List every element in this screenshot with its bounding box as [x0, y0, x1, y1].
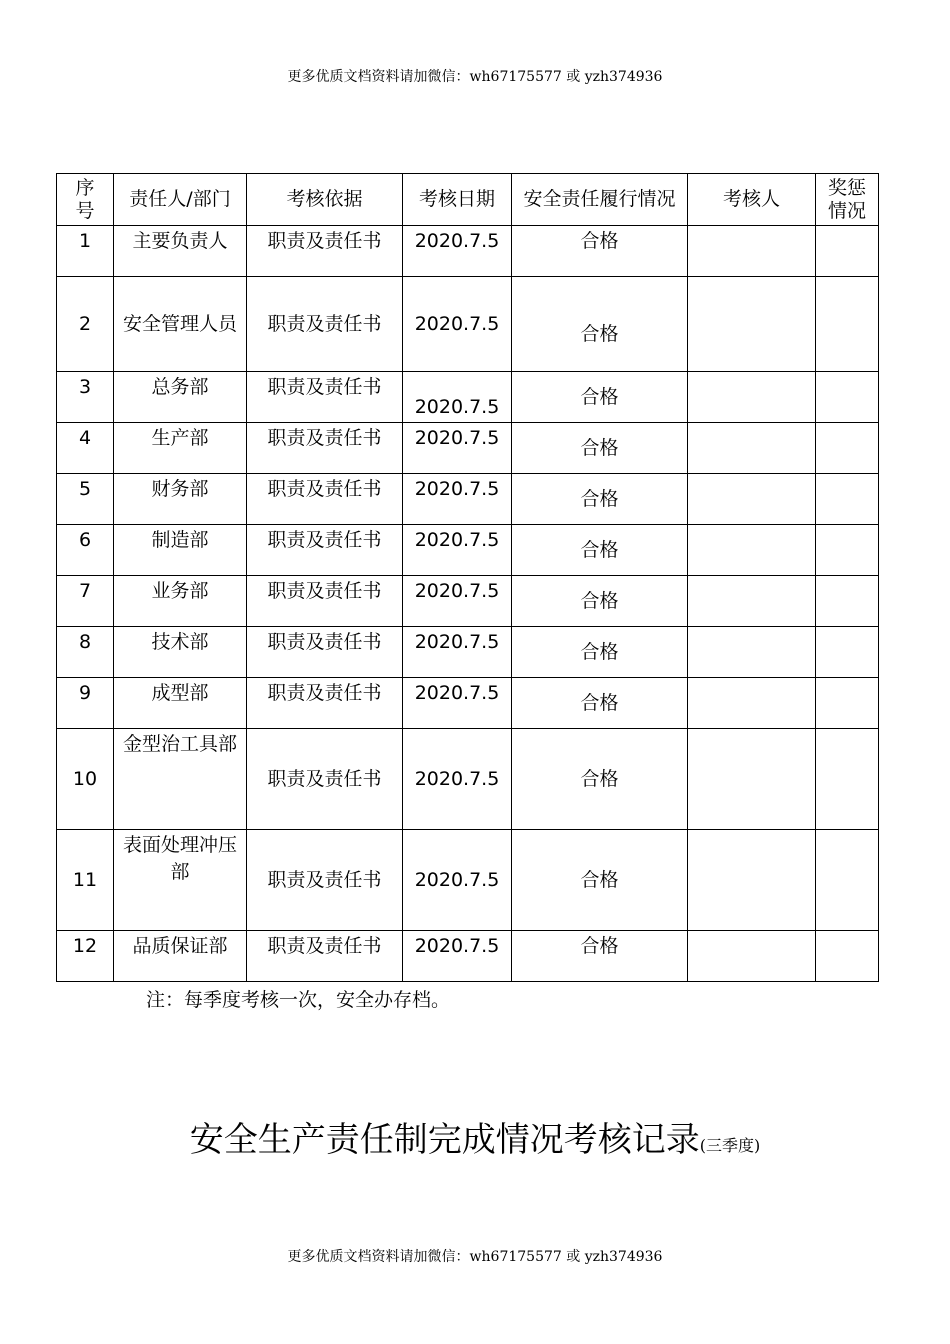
- cell-no: 3: [57, 372, 114, 423]
- cell-basis: 职责及责任书: [247, 372, 403, 423]
- cell-reward: [816, 830, 879, 931]
- table-header-row: [57, 174, 879, 226]
- cell-assessor: [688, 678, 816, 729]
- cell-date: 2020.7.5: [403, 931, 512, 982]
- cell-result: 合格: [512, 576, 688, 627]
- cell-date: 2020.7.5: [403, 372, 512, 423]
- cell-person: 成型部: [114, 678, 247, 729]
- cell-no: 5: [57, 474, 114, 525]
- table-row: [57, 729, 879, 830]
- cell-basis: 职责及责任书: [247, 931, 403, 982]
- cell-reward: [816, 627, 879, 678]
- table-row: [57, 474, 879, 525]
- page-title: [0, 1112, 950, 1161]
- cell-basis: 职责及责任书: [247, 277, 403, 372]
- cell-basis: 职责及责任书: [247, 729, 403, 830]
- cell-date: 2020.7.5: [403, 678, 512, 729]
- cell-basis: 职责及责任书: [247, 576, 403, 627]
- cell-no: 1: [57, 226, 114, 277]
- cell-assessor: [688, 423, 816, 474]
- cell-no: 11: [57, 830, 114, 931]
- cell-result: 合格: [512, 525, 688, 576]
- cell-no: 9: [57, 678, 114, 729]
- cell-assessor: [688, 729, 816, 830]
- footer-note: 更多优质文档资料请加微信：wh67175577 或 yzh374936: [287, 1249, 663, 1265]
- cell-reward: [816, 931, 879, 982]
- cell-reward: [816, 576, 879, 627]
- cell-person: 业务部: [114, 576, 247, 627]
- cell-no: 4: [57, 423, 114, 474]
- cell-person: 安全管理人员: [114, 277, 247, 372]
- cell-basis: 职责及责任书: [247, 226, 403, 277]
- cell-reward: [816, 678, 879, 729]
- cell-result: 合格: [512, 627, 688, 678]
- cell-result: 合格: [512, 678, 688, 729]
- cell-date: 2020.7.5: [403, 729, 512, 830]
- cell-date: 2020.7.5: [403, 423, 512, 474]
- cell-basis: 职责及责任书: [247, 474, 403, 525]
- table-row: [57, 525, 879, 576]
- cell-reward: [816, 423, 879, 474]
- cell-basis: 职责及责任书: [247, 525, 403, 576]
- cell-person: 生产部: [114, 423, 247, 474]
- header-cell-basis: 考核依据: [247, 174, 403, 226]
- cell-person: 总务部: [114, 372, 247, 423]
- cell-assessor: [688, 226, 816, 277]
- cell-assessor: [688, 277, 816, 372]
- table-row: [57, 627, 879, 678]
- table-row: [57, 372, 879, 423]
- table-row: [57, 678, 879, 729]
- cell-basis: 职责及责任书: [247, 423, 403, 474]
- cell-reward: [816, 474, 879, 525]
- page-title-main: 安全生产责任制完成情况考核记录: [189, 1120, 700, 1160]
- cell-result: 合格: [512, 931, 688, 982]
- cell-basis: 职责及责任书: [247, 830, 403, 931]
- cell-result: 合格: [512, 830, 688, 931]
- cell-assessor: [688, 525, 816, 576]
- cell-result: 合格: [512, 226, 688, 277]
- cell-result: 合格: [512, 474, 688, 525]
- cell-result: 合格: [512, 277, 688, 372]
- header-cell-assessor: 考核人: [688, 174, 816, 226]
- cell-person: 主要负责人: [114, 226, 247, 277]
- cell-assessor: [688, 576, 816, 627]
- cell-date: 2020.7.5: [403, 474, 512, 525]
- cell-person: 品质保证部: [114, 931, 247, 982]
- cell-result: 合格: [512, 423, 688, 474]
- page-title-sub: (三季度): [699, 1136, 761, 1155]
- cell-result: 合格: [512, 372, 688, 423]
- cell-basis: 职责及责任书: [247, 678, 403, 729]
- cell-reward: [816, 729, 879, 830]
- table-note: 注：每季度考核一次，安全办存档。: [146, 989, 451, 1011]
- cell-no: 8: [57, 627, 114, 678]
- cell-reward: [816, 277, 879, 372]
- cell-assessor: [688, 474, 816, 525]
- cell-no: 10: [57, 729, 114, 830]
- cell-assessor: [688, 627, 816, 678]
- cell-person: 表面处理冲压部: [114, 830, 247, 931]
- cell-person: 制造部: [114, 525, 247, 576]
- cell-reward: [816, 525, 879, 576]
- cell-basis: 职责及责任书: [247, 627, 403, 678]
- cell-reward: [816, 372, 879, 423]
- cell-no: 2: [57, 277, 114, 372]
- cell-no: 7: [57, 576, 114, 627]
- cell-date: 2020.7.5: [403, 277, 512, 372]
- cell-date: 2020.7.5: [403, 830, 512, 931]
- header-cell-no: 序号: [57, 174, 114, 226]
- cell-no: 12: [57, 931, 114, 982]
- cell-assessor: [688, 931, 816, 982]
- cell-no: 6: [57, 525, 114, 576]
- cell-assessor: [688, 830, 816, 931]
- cell-person: 财务部: [114, 474, 247, 525]
- assessment-table: [56, 173, 879, 982]
- cell-date: 2020.7.5: [403, 627, 512, 678]
- cell-result: 合格: [512, 729, 688, 830]
- header-note: 更多优质文档资料请加微信：wh67175577 或 yzh374936: [287, 69, 663, 85]
- table-row: [57, 226, 879, 277]
- cell-person: 金型治工具部: [114, 729, 247, 830]
- cell-person: 技术部: [114, 627, 247, 678]
- cell-date: 2020.7.5: [403, 525, 512, 576]
- table-row: [57, 277, 879, 372]
- cell-date: 2020.7.5: [403, 226, 512, 277]
- cell-assessor: [688, 372, 816, 423]
- table-row: [57, 931, 879, 982]
- table-row: [57, 830, 879, 931]
- header-cell-reward: 奖惩情况: [816, 174, 879, 226]
- table-row: [57, 423, 879, 474]
- cell-reward: [816, 226, 879, 277]
- cell-date: 2020.7.5: [403, 576, 512, 627]
- header-cell-date: 考核日期: [403, 174, 512, 226]
- header-cell-person: 责任人/部门: [114, 174, 247, 226]
- table-row: [57, 576, 879, 627]
- header-cell-performance: 安全责任履行情况: [512, 174, 688, 226]
